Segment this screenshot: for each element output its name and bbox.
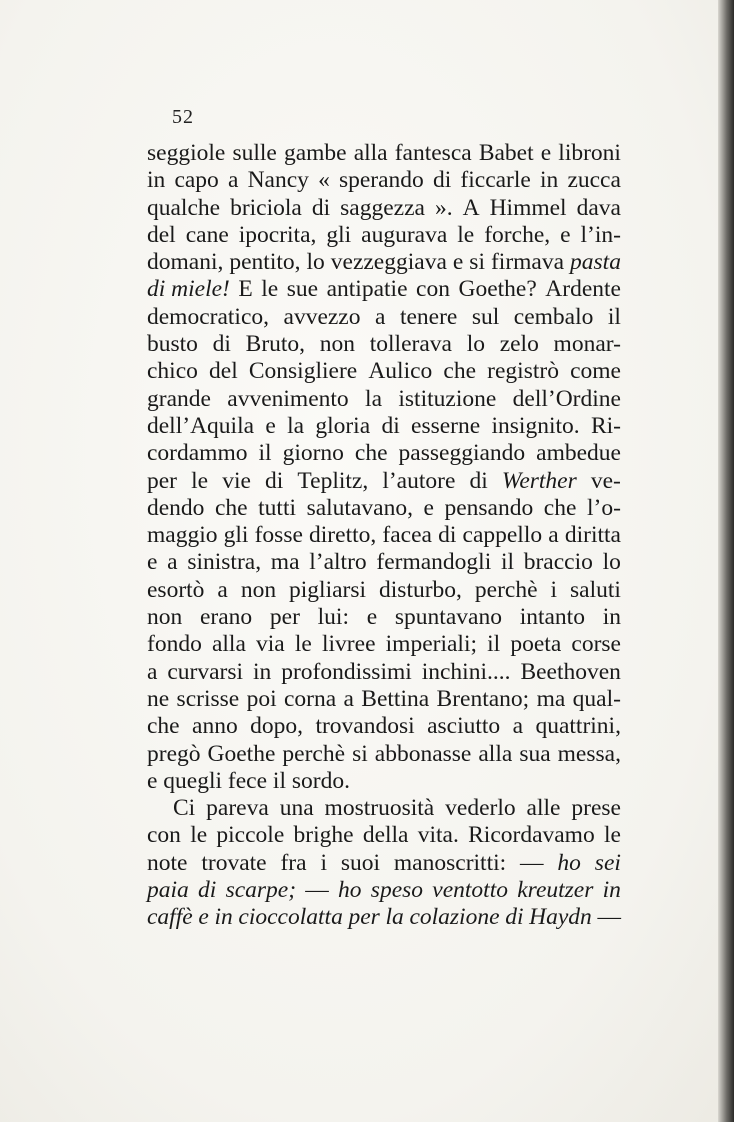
word: scarpe; xyxy=(225,877,297,904)
word: non xyxy=(240,576,277,603)
word: disturbo, xyxy=(379,576,462,603)
word: qualche xyxy=(147,194,221,221)
word: Ricordavamo xyxy=(468,822,595,849)
word: come xyxy=(570,358,621,385)
word: diretto, xyxy=(309,522,377,549)
text-line xyxy=(147,686,621,713)
word: piccole xyxy=(216,822,285,849)
word: dava xyxy=(576,194,621,221)
word: perchè xyxy=(282,740,346,767)
word: pensando xyxy=(444,494,534,521)
word: che xyxy=(354,440,388,467)
word: Aulico xyxy=(368,358,433,385)
word: non xyxy=(319,331,356,358)
word: E xyxy=(238,276,253,303)
text-line xyxy=(147,604,621,631)
word: corse xyxy=(571,631,621,658)
word: i xyxy=(550,576,558,603)
word: briciola xyxy=(230,194,302,221)
word: l’in- xyxy=(580,221,621,248)
word: sperando xyxy=(338,167,424,194)
word: vita. xyxy=(417,822,459,849)
word: capo xyxy=(174,167,219,194)
word: dendo xyxy=(147,494,205,521)
word: dopo, xyxy=(250,713,304,740)
word: alla xyxy=(478,740,513,767)
page-edge-shadow xyxy=(718,0,734,1122)
word: ve- xyxy=(590,467,621,494)
word: il xyxy=(487,631,501,658)
word: diritta xyxy=(564,522,621,549)
word: che xyxy=(443,358,477,385)
word: Werther xyxy=(501,467,577,494)
word: il xyxy=(258,440,272,467)
text-line xyxy=(147,904,621,931)
word: e xyxy=(147,549,158,576)
word: avvenimento xyxy=(227,385,349,412)
word: di xyxy=(381,412,400,439)
word: poeta xyxy=(510,631,562,658)
word: scrisse xyxy=(176,685,240,712)
word: livree xyxy=(322,631,376,658)
word: fantesca xyxy=(394,140,472,166)
word: a xyxy=(217,576,228,603)
word: alla xyxy=(211,631,246,658)
word: le xyxy=(191,467,209,494)
word: messa, xyxy=(557,740,621,767)
word: a xyxy=(512,713,524,740)
word: pentito, xyxy=(229,249,301,276)
word: il xyxy=(500,549,515,576)
word: ficcarle xyxy=(460,167,531,194)
word: fosse xyxy=(254,522,303,549)
text-line xyxy=(147,522,621,549)
word: curvarsi xyxy=(167,658,244,685)
word: fra xyxy=(280,849,307,876)
word: zucca xyxy=(567,167,621,194)
word: le xyxy=(294,631,312,658)
word: poi xyxy=(246,685,277,712)
text-line xyxy=(147,140,621,167)
word: sul xyxy=(471,303,500,330)
word: lo xyxy=(602,549,621,576)
word: caffè xyxy=(147,904,193,931)
word: istituzione xyxy=(398,385,497,412)
word: di xyxy=(198,877,217,904)
word: firmava xyxy=(490,249,565,276)
word: augurava xyxy=(361,221,448,248)
word: Nancy xyxy=(247,167,309,194)
word: asciutto xyxy=(427,713,501,740)
word: Goethe xyxy=(207,740,276,767)
text-line xyxy=(147,222,621,249)
word: di miele! xyxy=(147,276,230,303)
word: forche, xyxy=(484,221,551,248)
word: quattrini, xyxy=(535,713,621,740)
word: con xyxy=(416,276,450,303)
word: di xyxy=(311,194,331,221)
word: corna xyxy=(283,685,337,712)
word: la xyxy=(287,412,305,439)
word: democratico, xyxy=(147,303,270,330)
word: il xyxy=(607,303,621,330)
word: vezzeggiava xyxy=(330,249,447,276)
word: vie xyxy=(222,467,251,494)
word: Goethe? xyxy=(458,276,537,303)
text-line xyxy=(147,631,621,658)
word: a xyxy=(227,167,239,194)
word: grande xyxy=(147,385,211,412)
word: pigliarsi xyxy=(289,576,367,603)
word: brighe xyxy=(293,822,354,849)
word: l’altro xyxy=(309,549,367,576)
word: A xyxy=(462,194,480,221)
word: le xyxy=(457,221,475,248)
word: di xyxy=(432,167,452,194)
body-text xyxy=(147,140,621,932)
word: Beethoven xyxy=(520,658,621,685)
text-line xyxy=(147,768,621,795)
word: imperiali; xyxy=(385,631,478,658)
word: e quegli fece il sordo. xyxy=(147,767,350,794)
word: Babet xyxy=(478,140,534,166)
text-line xyxy=(147,713,621,740)
word: per xyxy=(348,904,380,931)
word: i xyxy=(320,849,327,876)
word: si xyxy=(469,249,485,276)
word: Ci xyxy=(173,795,196,822)
word: del xyxy=(209,358,238,385)
word: Consigliere xyxy=(248,358,358,385)
word: per xyxy=(147,467,178,494)
word: — xyxy=(520,849,544,876)
word: antipatie xyxy=(326,276,408,303)
text-line xyxy=(147,877,621,904)
word: di xyxy=(469,467,488,494)
word: ho xyxy=(557,849,581,876)
word: — xyxy=(305,877,329,904)
word: dell’Ordine xyxy=(512,385,621,412)
word: e xyxy=(423,494,434,521)
word: cembalo xyxy=(513,303,594,330)
word: e xyxy=(198,904,209,931)
word: domani, xyxy=(147,249,224,276)
word: pareva xyxy=(206,795,269,822)
word: le xyxy=(603,822,621,849)
word: sinistra, xyxy=(187,549,262,576)
word: erano xyxy=(199,604,253,631)
word: insignito. xyxy=(491,412,580,439)
word: esserne xyxy=(411,412,481,439)
word: in xyxy=(214,904,233,931)
word: libroni xyxy=(558,140,621,166)
word: anno xyxy=(192,713,238,740)
word: le xyxy=(190,822,208,849)
word: via xyxy=(256,631,285,658)
word: ipocrita, xyxy=(238,221,317,248)
word: salutavano, xyxy=(306,494,413,521)
word: inchini.... xyxy=(421,658,511,685)
word: spuntavano xyxy=(394,604,502,631)
word: passeggiando xyxy=(398,440,526,467)
word: che xyxy=(543,494,577,521)
word: l’o- xyxy=(586,494,621,521)
word: ho xyxy=(338,877,362,904)
word: giorno xyxy=(282,440,344,467)
word: a xyxy=(375,303,386,330)
word: cordammo xyxy=(147,440,248,467)
word: e xyxy=(560,221,571,248)
text-line xyxy=(147,331,621,358)
word: fermandogli xyxy=(376,549,492,576)
text-line xyxy=(147,659,621,686)
text-line xyxy=(147,495,621,522)
word: ambedue xyxy=(536,440,621,467)
text-line xyxy=(147,276,621,303)
word: non xyxy=(147,604,183,631)
word: a xyxy=(548,522,559,549)
word: alle xyxy=(526,795,561,822)
word: mostruosità xyxy=(324,795,435,822)
word: pregò xyxy=(147,740,201,767)
word: una xyxy=(279,795,314,822)
word: e xyxy=(540,140,552,166)
word: perchè xyxy=(474,576,538,603)
text-line xyxy=(147,850,621,877)
text-line xyxy=(147,195,621,222)
word: lo xyxy=(306,249,325,276)
word: saggezza xyxy=(340,194,425,221)
word: qual- xyxy=(572,685,621,712)
word: vederlo xyxy=(445,795,516,822)
word: intanto xyxy=(519,604,585,631)
word: si xyxy=(352,740,368,767)
word: Ardente xyxy=(545,276,621,303)
word: cappello xyxy=(462,522,543,549)
word: gambe xyxy=(283,140,347,166)
word: avvezzo xyxy=(283,303,361,330)
word: in xyxy=(602,604,621,631)
text-line xyxy=(147,741,621,768)
word: che xyxy=(214,494,248,521)
word: speso xyxy=(370,877,424,904)
word: in xyxy=(540,167,559,194)
word: Bettina xyxy=(361,685,430,712)
word: « xyxy=(318,167,330,194)
word: e xyxy=(452,249,464,276)
word: di xyxy=(212,331,231,358)
word: abbonasse xyxy=(374,740,472,767)
word: lo xyxy=(466,331,485,358)
word: Haydn xyxy=(529,904,592,931)
word: prese xyxy=(571,795,621,822)
word: di xyxy=(505,904,524,931)
word: per xyxy=(269,604,300,631)
text-line xyxy=(147,167,621,194)
text-line xyxy=(147,822,621,849)
text-line xyxy=(147,549,621,576)
text-line xyxy=(147,468,621,495)
word: di xyxy=(438,522,457,549)
word: kreutzer xyxy=(517,877,594,904)
word: suoi xyxy=(340,849,381,876)
word: chico xyxy=(147,358,198,385)
word: gloria xyxy=(315,412,371,439)
text-line xyxy=(147,577,621,604)
word: — xyxy=(597,904,621,931)
word: seggiole xyxy=(147,140,226,166)
word: le xyxy=(261,276,279,303)
word: sue xyxy=(286,276,319,303)
word: fondo xyxy=(147,631,202,658)
word: ne xyxy=(147,685,170,712)
word: Himmel xyxy=(489,194,567,221)
text-line xyxy=(147,358,621,385)
word: che xyxy=(147,713,180,740)
word: Brentano; xyxy=(436,685,530,712)
word: ma xyxy=(536,685,566,712)
text-line xyxy=(147,386,621,413)
word: della xyxy=(362,822,409,849)
word: l’autore xyxy=(382,467,456,494)
word: busto xyxy=(147,331,198,358)
word: sua xyxy=(519,740,551,767)
text-line xyxy=(147,249,621,276)
text-line xyxy=(147,440,621,467)
word: zelo xyxy=(499,331,539,358)
word: in xyxy=(602,877,621,904)
text-line xyxy=(147,304,621,331)
word: e xyxy=(366,604,378,631)
word: pasta xyxy=(570,249,621,276)
word: del xyxy=(147,221,176,248)
word: con xyxy=(147,822,181,849)
word: in xyxy=(253,658,272,685)
word: a xyxy=(167,549,178,576)
word: maggio xyxy=(147,522,218,549)
word: trovate xyxy=(201,849,267,876)
word: paia xyxy=(147,877,189,904)
word: ventotto xyxy=(432,877,508,904)
word: lui: xyxy=(317,604,349,631)
word: tollerava xyxy=(369,331,452,358)
word: esortò xyxy=(147,576,205,603)
word: colazione xyxy=(409,904,500,931)
word: la xyxy=(385,904,404,931)
word: alla xyxy=(353,140,388,166)
word: note xyxy=(147,849,188,876)
word: registrò xyxy=(487,358,559,385)
word: Teplitz, xyxy=(297,467,369,494)
word: manoscritti: xyxy=(393,849,507,876)
word: sulle xyxy=(232,140,277,166)
word: gli xyxy=(326,221,352,248)
word: a xyxy=(147,658,158,685)
word: Bruto, xyxy=(245,331,306,358)
word: in xyxy=(147,167,166,194)
word: dell’Aquila xyxy=(147,412,255,439)
word: saluti xyxy=(570,576,621,603)
word: la xyxy=(365,385,383,412)
word: gli xyxy=(223,522,249,549)
word: cioccolatta xyxy=(238,904,343,931)
word: a xyxy=(343,685,354,712)
page-number: 52 xyxy=(172,106,194,128)
word: e xyxy=(265,412,276,439)
word: Ri- xyxy=(590,412,621,439)
word: monar- xyxy=(553,331,621,358)
word: profondissimi xyxy=(281,658,412,685)
word: trovandosi xyxy=(315,713,415,740)
word: cane xyxy=(185,221,229,248)
word: di xyxy=(265,467,284,494)
word: tenere xyxy=(399,303,458,330)
text-line xyxy=(147,795,621,822)
word: ma xyxy=(270,549,300,576)
word: braccio xyxy=(523,549,593,576)
word: ». xyxy=(434,194,453,221)
word: facea xyxy=(382,522,432,549)
text-line xyxy=(147,413,621,440)
word: sei xyxy=(594,849,621,876)
word: tutti xyxy=(258,494,297,521)
